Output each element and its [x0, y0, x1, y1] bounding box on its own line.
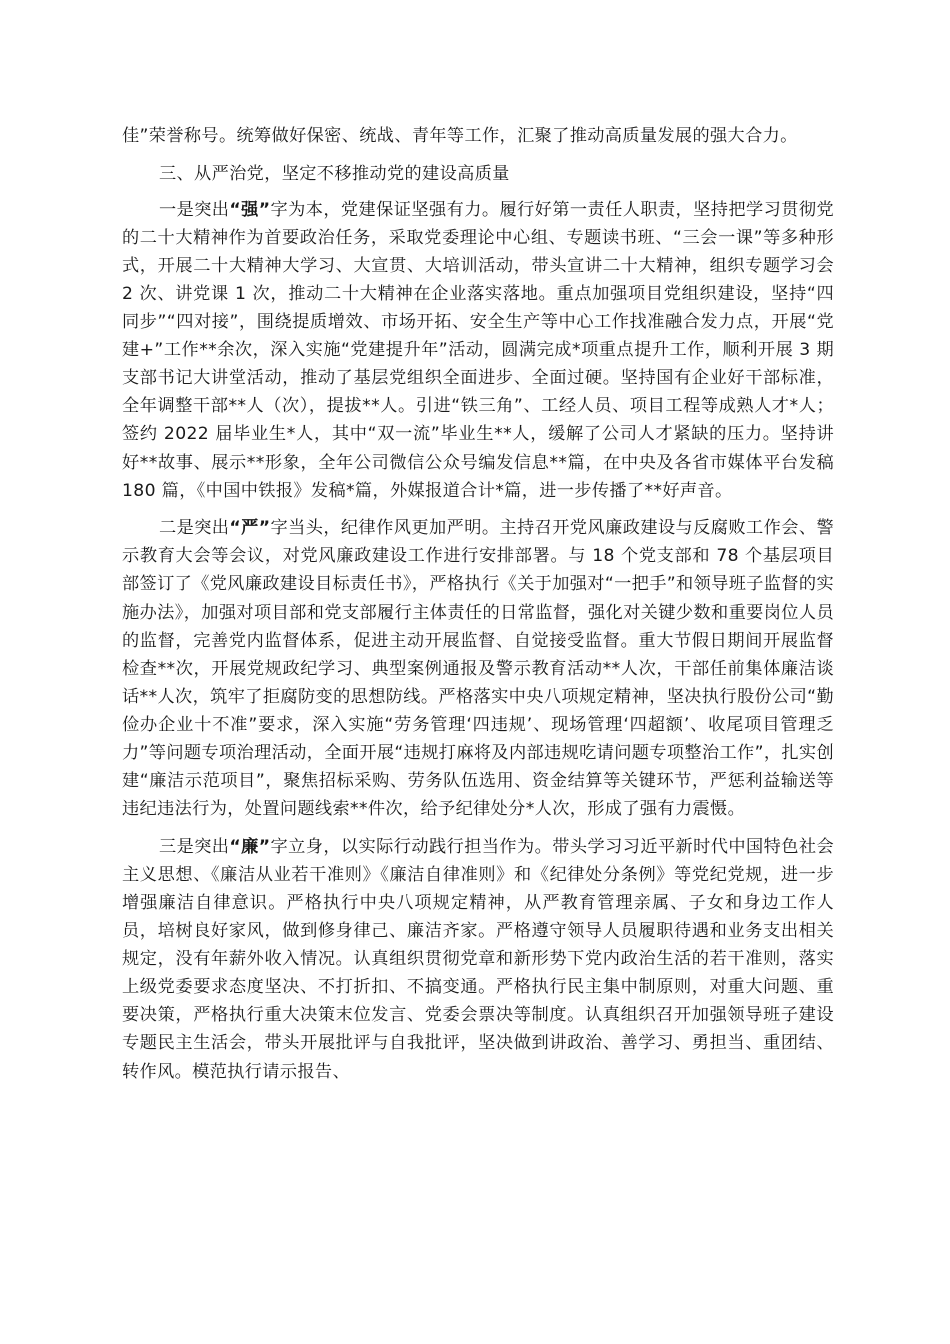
continuation-paragraph: 佳”荣誉称号。统筹做好保密、统战、青年等工作，汇聚了推动高质量发展的强大合力。: [122, 126, 798, 146]
document-body: [122, 122, 834, 1086]
paragraph-body: 主持召开党风廉政建设与反腐败工作会、警示教育大会等会议，对党风廉政建设工作进行安排部署。与 18 个党支部和 78 个基层项目部签订了《党风廉政建设目标责任书》，严格执行《关于加强对“一把手”和领导班子监督的实施办法》，加强对项目部和党支部履行主体责任的日常监督，强化对关键少数和重要岗位人员的监督，完善党内监督体系，促进主动开展监督、自觉接受监督。重大节假日期间开展监督检查**次，开展党规政纪学习、典型案例通报及警示教育活动**人次，干部任前集体廉洁谈话**人次，筑牢了拒腐防变的思想防线。严格落实中央八项规定精神，坚决执行股份公司“勤俭办企业十不准”要求，深入实施“劳务管理‘四违规’、现场管理‘四超额’、收尾项目管理乏力”等问题专项治理活动，全面开展“违规打麻将及内部违规吃请问题专项整治工作”，扎实创建“廉洁示范项目”，聚焦招标采购、劳务队伍选用、资金结算等关键环节，严惩利益输送等违纪违法行为，处置问题线索**件次，给予纪律处分*人次，形成了强有力震慑。: [122, 518, 834, 820]
paragraph-lead: 字当头，纪律作风更加严明。: [270, 518, 500, 539]
paragraph-lead: 字立身，以实际行动践行担当作为。: [270, 836, 553, 857]
paragraph-integrity: [122, 833, 834, 1086]
paragraph-lead: 字为本，党建保证坚强有力。: [270, 199, 500, 220]
paragraph-lead: 三是突出: [158, 836, 230, 857]
section-heading: 三、从严治党，坚定不移推动党的建设高质量: [158, 163, 510, 184]
paragraph-lead-keyword: “强”: [229, 199, 271, 220]
paragraph-strength: [122, 196, 834, 505]
paragraph-strictness: [122, 514, 834, 823]
paragraph-lead: 一是突出: [158, 199, 230, 220]
paragraph-lead-keyword: “廉”: [229, 836, 271, 857]
paragraph-lead-keyword: “严”: [229, 518, 271, 539]
paragraph-lead: 二是突出: [158, 518, 230, 539]
paragraph-body: 履行好第一责任人职责，坚持把学习贯彻党的二十大精神作为首要政治任务，采取党委理论中心组、专题读书班、“三会一课”等多种形式，开展二十大精神大学习、大宣贯、大培训活动，带头宣讲二十大精神，组织专题学习会 2 次、讲党课 1 次，推动二十大精神在企业落实落地。重点加强项目党组织建设，坚持“四同步”“四对接”，围绕提质增效、市场开拓、安全生产等中心工作找准融合发力点，开展“党建+”工作**余次，深入实施“党建提升年”活动，圆满完成*项重点提升工作，顺利开展 3 期支部书记大讲堂活动，推动了基层党组织全面进步、全面过硬。坚持国有企业好干部标准，全年调整干部**人（次），提拔**人。引进“铁三角”、工经人员、项目工程等成熟人才*人；签约 2022 届毕业生*人，其中“双一流”毕业生**人，缓解了公司人才紧缺的压力。坚持讲好**故事、展示**形象，全年公司微信公众号编发信息**篇，在中央及各省市媒体平台发稿 180 篇，《中国中铁报》发稿*篇，外媒报道合计*篇，进一步传播了**好声音。: [122, 199, 834, 501]
paragraph-body: 带头学习习近平新时代中国特色社会主义思想、《廉洁从业若干准则》《廉洁自律准则》和《纪律处分条例》等党纪党规，进一步增强廉洁自律意识。严格执行中央八项规定精神，从严教育管理亲属、子女和身边工作人员，培树良好家风，做到修身律己、廉洁齐家。严格遵守领导人员履职待遇和业务支出相关规定，没有年薪外收入情况。认真组织贯彻党章和新形势下党内政治生活的若干准则，落实上级党委要求态度坚决、不打折扣、不搞变通。严格执行民主集中制原则，对重大问题、重要决策，严格执行重大决策末位发言、党委会票决等制度。认真组织召开加强领导班子建设专题民主生活会，带头开展批评与自我批评，坚决做到讲政治、善学习、勇担当、重团结、转作风。模范执行请示报告、: [122, 836, 834, 1082]
